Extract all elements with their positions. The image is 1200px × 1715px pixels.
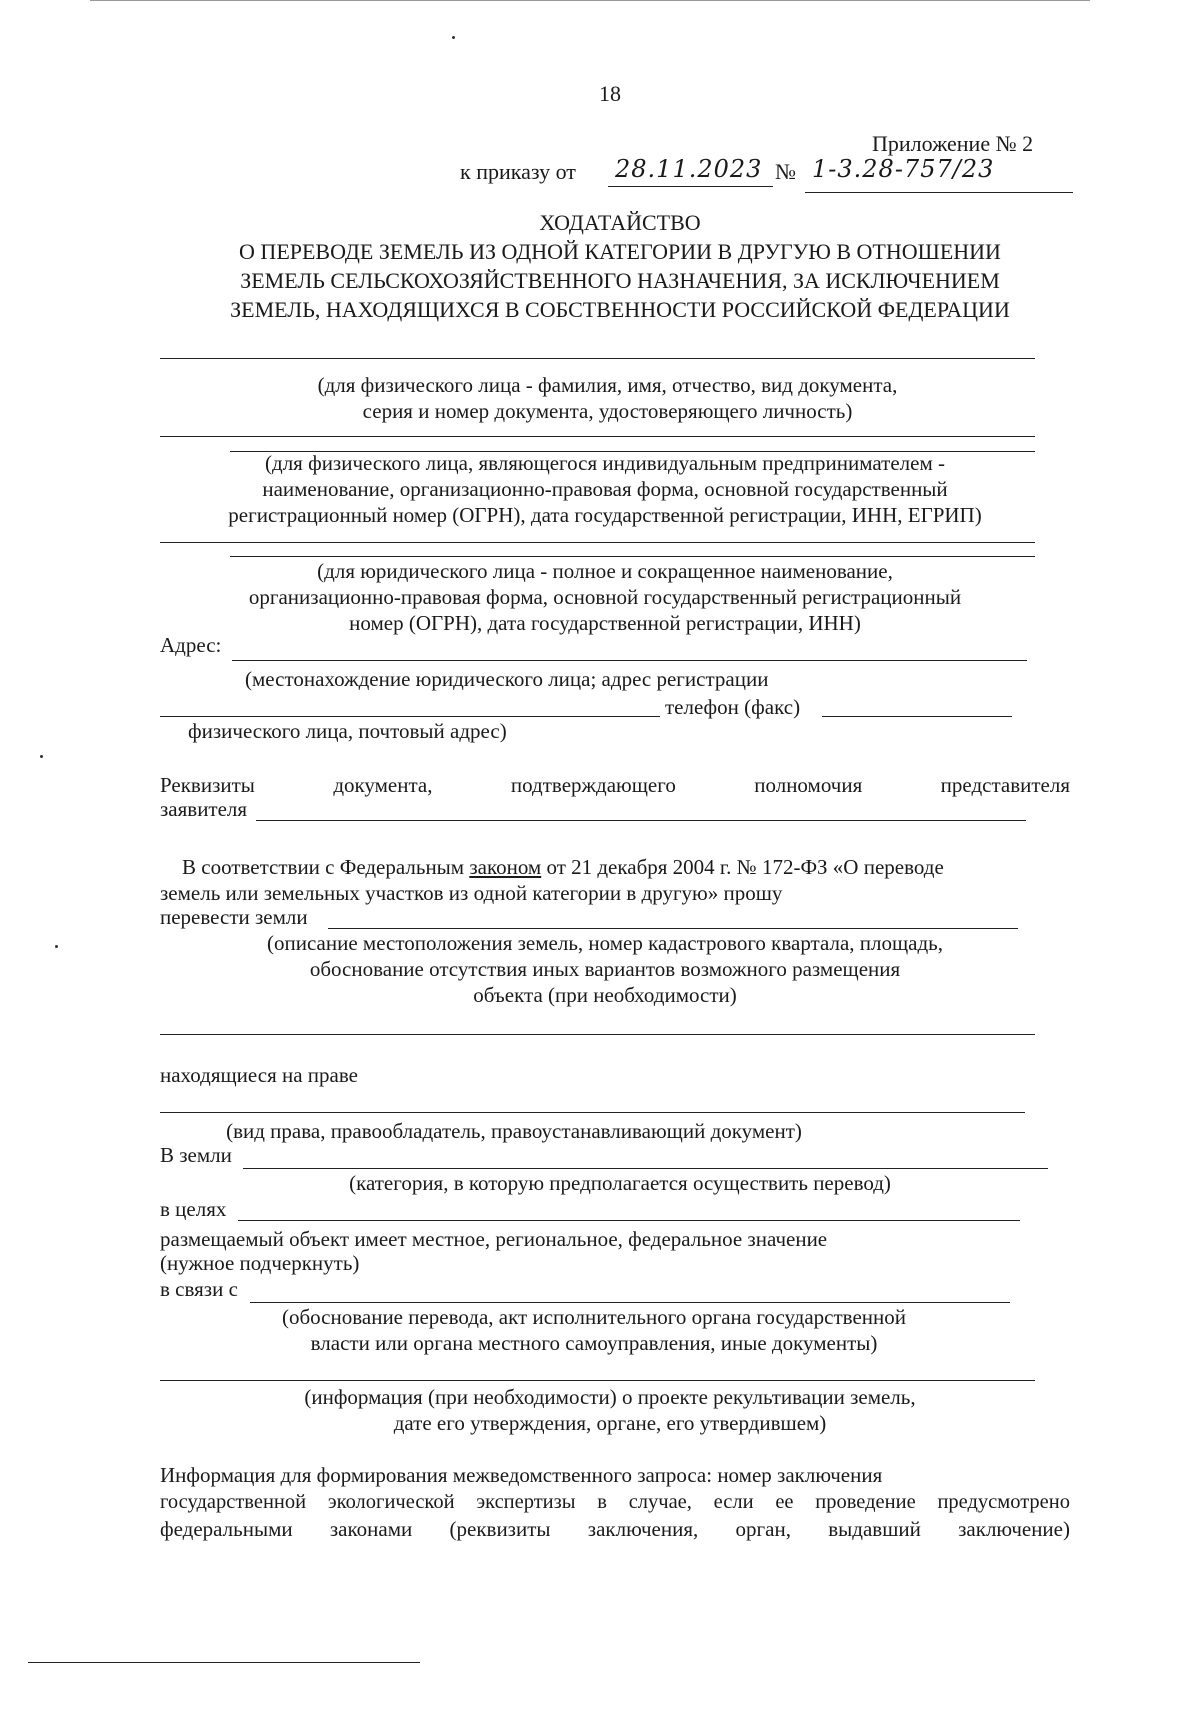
transfer-lands-label: перевести земли [160,905,308,929]
heading-line-2: О ПЕРЕВОДЕ ЗЕМЕЛЬ ИЗ ОДНОЙ КАТЕГОРИИ В ДРУГУЮ В ОТНОШЕНИИ [239,239,1001,264]
law-line-1 [182,854,944,880]
page-number: 18 [599,81,621,106]
on-right-label: находящиеся на праве [160,1063,358,1087]
address-label: Адрес: [160,633,222,657]
law-link[interactable]: законом [469,855,542,879]
hint-line: (для юридического лица - полное и сокращенное наименование, [317,559,893,583]
order-number-underline [805,192,1073,193]
scan-speck [40,755,43,758]
entrepreneur-field-line-1[interactable] [160,436,1035,437]
recultivation-field-line[interactable] [160,1380,1035,1381]
entrepreneur-hint [160,450,1050,528]
law-text: В соответствии с Федеральным [182,855,465,879]
order-date-handwritten: 28.11.2023 [615,155,763,183]
hint-line: объекта (при необходимости) [473,983,737,1007]
info-paragraph [160,1462,1070,1543]
requisites-word: представителя [940,773,1070,797]
requisites-line [160,772,1070,798]
address-field-line-2[interactable] [160,716,660,717]
footnote-separator [28,1662,420,1663]
legal-entity-field-line-2[interactable] [230,556,1035,557]
to-land-field-line[interactable] [243,1168,1048,1169]
appendix-title: Приложение № 2 [872,131,1034,156]
law-line-2: земель или земельных участков из одной категории в другую» прошу [160,881,783,905]
heading-line-1: ХОДАТАЙСТВО [539,210,701,235]
applicant-label: заявителя [160,797,248,821]
requisites-word: подтверждающего [510,773,676,797]
requisites-word: полномочия [754,773,863,797]
in-connection-field-line[interactable] [250,1302,1010,1303]
order-date-underline [608,186,773,187]
scan-speck [55,945,58,948]
hint-line: власти или органа местного самоуправления, иные документы) [310,1331,878,1355]
hint-line: обоснование отсутствия иных вариантов возможного размещения [309,957,901,981]
order-number-label: № [775,159,796,184]
heading-line-3: ЗЕМЕЛЬ СЕЛЬСКОХОЗЯЙСТВЕННОГО НАЗНАЧЕНИЯ, ЗА ИСКЛЮЧЕНИЕМ [240,268,1000,293]
underline-note: (нужное подчеркнуть) [160,1251,360,1275]
hint-line: серия и номер документа, удостоверяющего личность) [362,399,853,423]
right-hint: (вид права, правообладатель, правоустанавливающий документ) [226,1119,802,1143]
document-heading [160,208,1080,324]
hint-line: наименование, организационно-правовая форма, основной государственный [262,477,948,501]
hint-line: (для физического лица, являющегося индивидуальным предпринимателем - [265,451,945,475]
in-connection-label: в связи с [160,1277,238,1301]
hint-line: (информация (при необходимости) о проекте рекультивации земель, [304,1385,916,1409]
address-hint-2: физического лица, почтовый адрес) [188,719,507,743]
individual-hint [160,372,1055,424]
hint-line: (описание местоположения земель, номер кадастрового квартала, площадь, [266,931,944,955]
requisites-word: Реквизиты [160,773,255,797]
scan-edge-line [90,0,1090,1]
order-number-handwritten: 1-3.28-757/23 [812,155,995,183]
category-hint: (категория, в которую предполагается осуществить перевод) [349,1171,891,1195]
right-field-line[interactable] [160,1112,1025,1113]
transfer-lands-field-line[interactable] [328,928,1018,929]
reason-hint [160,1304,1028,1356]
lands-hint [160,930,1050,1008]
hint-line: организационно-правовая форма, основной государственный регистрационный [248,585,962,609]
lands-field-line-2[interactable] [160,1034,1035,1035]
hint-line: номер (ОГРН), дата государственной регистрации, ИНН) [349,611,861,635]
requisites-word: документа, [333,773,433,797]
phone-label: телефон (факс) [665,695,801,719]
phone-field-line[interactable] [822,716,1012,717]
applicant-field-line[interactable] [256,820,1026,821]
individual-field-line[interactable] [160,358,1035,359]
hint-line: (обоснование перевода, акт исполнительного органа государственной [281,1305,906,1329]
address-hint-1: (местонахождение юридического лица; адрес регистрации [245,667,769,691]
order-prefix: к приказу от [460,159,576,184]
object-significance: размещаемый объект имеет местное, региональное, федеральное значение [160,1227,828,1251]
scan-speck [452,36,455,39]
legal-entity-hint [160,558,1050,636]
heading-line-4: ЗЕМЕЛЬ, НАХОДЯЩИХСЯ В СОБСТВЕННОСТИ РОССИЙСКОЙ ФЕДЕРАЦИИ [230,297,1010,322]
purpose-field-line[interactable] [238,1220,1020,1221]
hint-line: (для физического лица - фамилия, имя, отчество, вид документа, [317,373,898,397]
info-line: государственной экологической экспертизы в случае, если ее проведение предусмотрено [160,1491,1070,1513]
law-text: от 21 декабря 2004 г. № 172-ФЗ «О переводе [546,855,944,879]
to-land-label: В земли [160,1143,232,1167]
purpose-label: в целях [160,1197,227,1221]
recultivation-hint [160,1384,1060,1436]
legal-entity-field-line-1[interactable] [160,542,1035,543]
address-field-line[interactable] [232,660,1027,661]
hint-line: дате его утверждения, органе, его утвердившем) [393,1411,827,1435]
info-line: федеральными законами (реквизиты заключения, орган, выдавший заключение) [160,1517,1070,1541]
info-line: Информация для формирования межведомственного запроса: номер заключения [160,1463,883,1487]
hint-line: регистрационный номер (ОГРН), дата государственной регистрации, ИНН, ЕГРИП) [228,503,982,527]
